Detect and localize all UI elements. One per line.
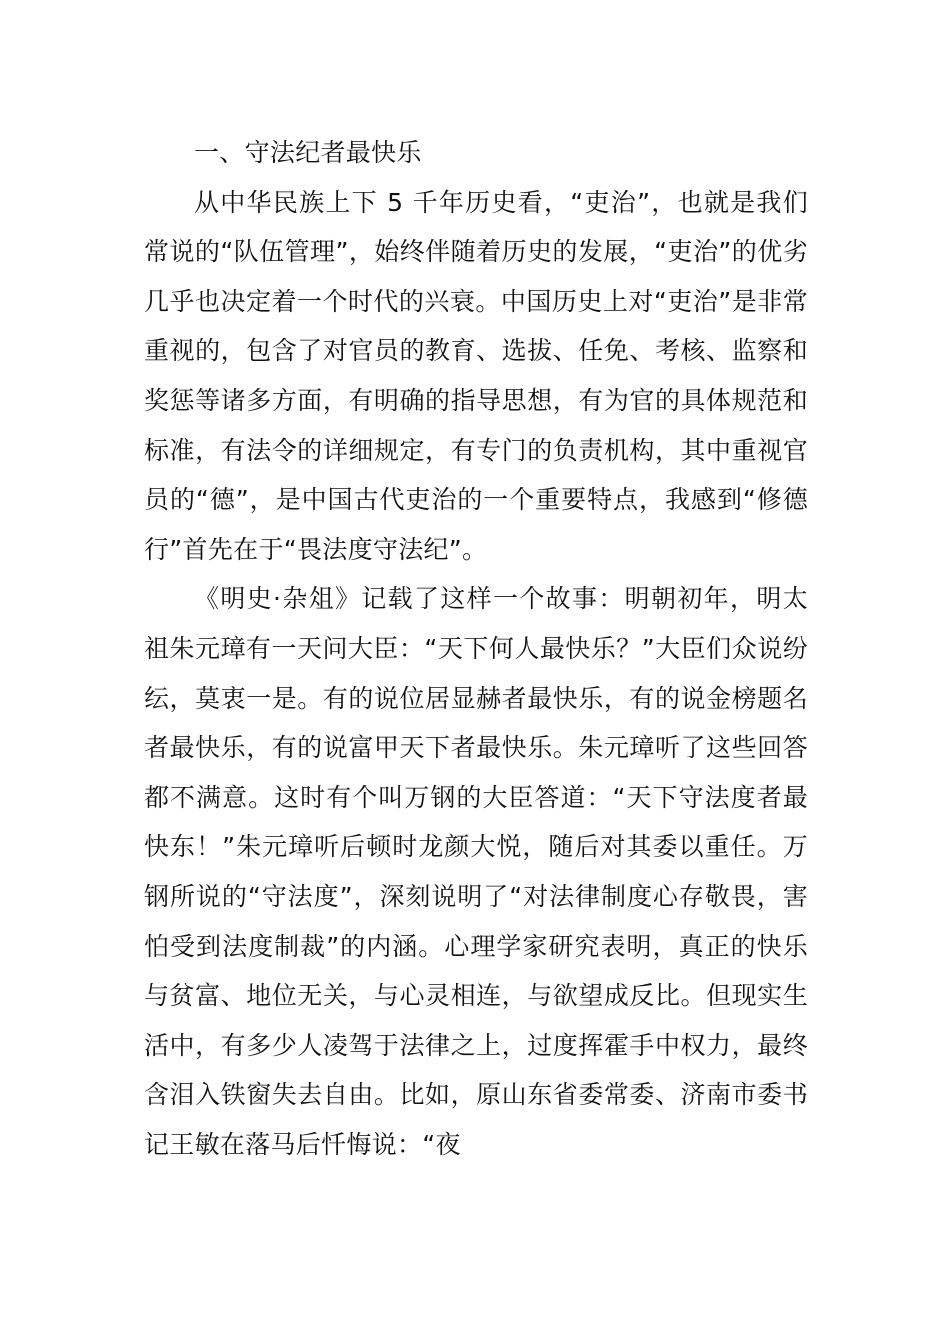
paragraph-history: 从中华民族上下 5 千年历史看，“吏治”，也就是我们常说的“队伍管理”，始终伴随着历史的发展，“吏治”的优劣几乎也决定着一个时代的兴衰。中国历史上对“吏治”是非常重视的，包含了对官员的教育、选拔、任免、考核、监察和奖惩等诸多方面，有明确的指导思想，有为官的具体规范和标准，有法令的详细规定，有专门的负责机构，其中重视官员的“德”，是中国古代吏治的一个重要特点，我感到“修德行”首先在于“畏法度守法纪”。 — [144, 187, 808, 564]
document-body — [144, 128, 808, 1169]
section-heading: 一、守法纪者最快乐 — [194, 138, 422, 167]
paragraph-story: 《明史·杂俎》记载了这样一个故事：明朝初年，明太祖朱元璋有一天问大臣：“天下何人最快乐？”大臣们众说纷纭，莫衷一是。有的说位居显赫者最快乐，有的说金榜题名者最快乐，有的说富甲天下者最快乐。朱元璋听了这些回答都不满意。这时有个叫万钢的大臣答道：“天下守法度者最快东！”朱元璋听后顿时龙颜大悦，随后对其委以重任。万钢所说的“守法度”，深刻说明了“对法律制度心存敬畏，害怕受到法度制裁”的内涵。心理学家研究表明，真正的快乐与贫富、地位无关，与心灵相连，与欲望成反比。但现实生活中，有多少人凌驾于法律之上，过度挥霍手中权力，最终含泪入铁窗失去自由。比如，原山东省委常委、济南市委书记王敏在落马后忏悔说：“夜 — [144, 584, 808, 1159]
